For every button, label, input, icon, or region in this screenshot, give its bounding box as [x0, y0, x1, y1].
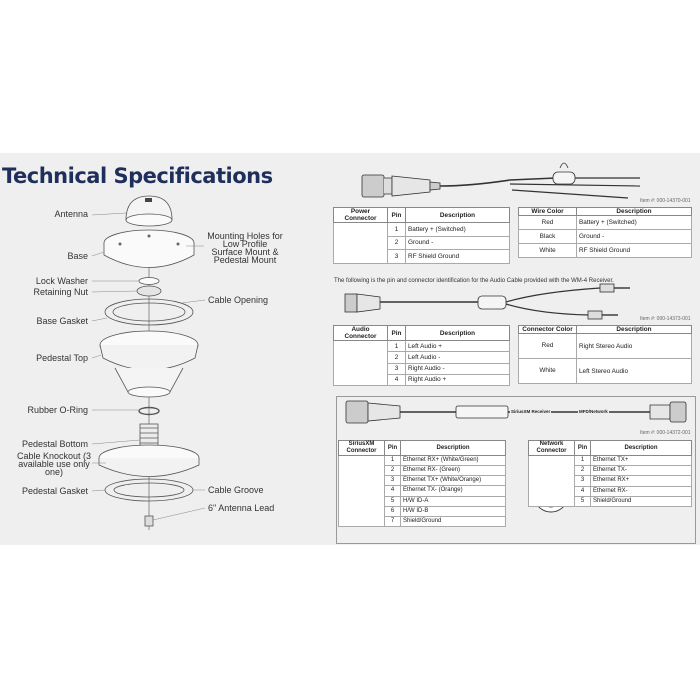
header-pin: Pin — [575, 441, 591, 456]
header-description: Description — [401, 441, 506, 456]
wire-color-cell: Red — [519, 216, 577, 230]
description-cell: Ethernet TX- — [591, 466, 692, 476]
network-connector-image-cell — [529, 456, 575, 507]
power-connector-image-cell — [334, 223, 388, 264]
siriusxm-connector-table — [338, 440, 506, 527]
page-title: Technical Specifications — [2, 164, 273, 188]
wire-color-cell: White — [519, 244, 577, 258]
pin-cell: 1 — [385, 456, 401, 466]
header-audio-connector: Audio Connector — [334, 326, 388, 341]
description-cell: Ethernet TX- (Orange) — [401, 486, 506, 496]
table-row — [339, 456, 506, 466]
description-cell: Ethernet RX+ (White/Green) — [401, 456, 506, 466]
header-pin: Pin — [385, 441, 401, 456]
label-cable-groove: Cable Groove — [208, 485, 264, 495]
base-side — [104, 243, 194, 268]
antenna-logo — [145, 198, 152, 202]
header-pin: Pin — [388, 208, 406, 223]
label-pedestal-top: Pedestal Top — [36, 353, 88, 363]
pin-cell: 2 — [385, 466, 401, 476]
pin-cell: 6 — [385, 506, 401, 516]
description-cell: Ground - — [577, 230, 692, 244]
description-cell: Ethernet RX- (Green) — [401, 466, 506, 476]
table-row — [334, 223, 510, 237]
table-row — [519, 334, 692, 359]
header-description: Description — [577, 326, 692, 334]
pin-cell: 3 — [388, 363, 406, 374]
label-rubber-o-ring: Rubber O-Ring — [27, 405, 88, 415]
pin-cell: 3 — [385, 476, 401, 486]
description-cell: Left Audio - — [406, 352, 510, 363]
label-mfd-network: MFD/Network — [579, 409, 608, 414]
connector-color-table — [518, 325, 692, 384]
header-power-connector: Power Connector — [334, 208, 388, 223]
siriusxm-connector-image-cell — [339, 456, 385, 527]
label-pedestal-bottom: Pedestal Bottom — [21, 439, 88, 449]
label-mounting-holes: Mounting Holes for Low Profile Surface Mount & Pedestal Mount — [207, 231, 283, 265]
description-cell: Ethernet TX+ — [591, 456, 692, 466]
retaining-nut — [137, 286, 161, 296]
label-cable-knockout: Cable Knockout (3 available use only one) — [16, 451, 92, 477]
pin-cell: 7 — [385, 516, 401, 526]
description-cell: Battery + (Switched) — [406, 223, 510, 237]
label-base: Base — [67, 251, 88, 261]
label-cable-opening: Cable Opening — [208, 295, 269, 305]
description-cell: RF Shield Ground — [406, 250, 510, 264]
label-siriusxm-receiver: SiriusXM Receiver — [511, 409, 551, 414]
label-lock-washer: Lock Washer — [35, 276, 88, 286]
label-antenna: Antenna — [54, 209, 88, 219]
pin-cell: 5 — [385, 496, 401, 506]
pin-cell: 2 — [575, 466, 591, 476]
label-pedestal-gasket: Pedestal Gasket — [21, 486, 88, 496]
table-row — [519, 216, 692, 230]
description-cell: Battery + (Switched) — [577, 216, 692, 230]
pin-cell: 5 — [575, 496, 591, 506]
description-cell: Ethernet RX- — [591, 486, 692, 496]
antenna-rim — [126, 214, 172, 226]
description-cell: Right Audio - — [406, 363, 510, 374]
header-siriusxm-connector: SiriusXM Connector — [339, 441, 385, 456]
pin-cell: 1 — [388, 341, 406, 352]
power-connector-table — [333, 207, 510, 264]
audio-connector-table — [333, 325, 510, 386]
pin-cell: 1 — [575, 456, 591, 466]
description-cell: Ethernet TX+ (White/Orange) — [401, 476, 506, 486]
table-row — [519, 359, 692, 384]
description-cell: Left Audio + — [406, 341, 510, 352]
header-description: Description — [577, 208, 692, 216]
description-cell: Shield/Ground — [591, 496, 692, 506]
description-cell: Right Stereo Audio — [577, 334, 692, 359]
table-row — [529, 456, 692, 466]
description-cell: RF Shield Ground — [577, 244, 692, 258]
power-item-number: Item #: 000-14370-001 — [640, 198, 691, 204]
label-antenna-lead: 6" Antenna Lead — [208, 503, 275, 513]
description-cell: Ethernet RX+ — [591, 476, 692, 486]
lock-washer — [139, 278, 159, 285]
header-description: Description — [406, 326, 510, 341]
antenna-lead-connector — [145, 516, 153, 526]
pin-cell: 4 — [385, 486, 401, 496]
pin-cell: 3 — [388, 250, 406, 264]
header-pin: Pin — [388, 326, 406, 341]
description-cell: Right Audio + — [406, 374, 510, 385]
header-description: Description — [591, 441, 692, 456]
connector-color-cell: White — [519, 359, 577, 384]
table-row — [519, 230, 692, 244]
audio-item-number: Item #: 000-14373-001 — [640, 316, 691, 322]
header-description: Description — [406, 208, 510, 223]
pin-cell: 4 — [575, 486, 591, 496]
audio-note: The following is the pin and connector identification for the Audio Cable provided with the WM-4 Receiver. — [334, 278, 614, 284]
pin-cell: 3 — [575, 476, 591, 486]
description-cell: H/W ID-B — [401, 506, 506, 516]
description-cell: Left Stereo Audio — [577, 359, 692, 384]
audio-cable-drawing — [345, 284, 630, 319]
audio-connector-image-cell — [334, 341, 388, 386]
header-network-connector: Network Connector — [529, 441, 575, 456]
wire-color-cell: Black — [519, 230, 577, 244]
pin-cell: 2 — [388, 236, 406, 250]
pin-cell: 4 — [388, 374, 406, 385]
power-cable-drawing — [362, 163, 640, 198]
label-retaining-nut: Retaining Nut — [33, 287, 88, 297]
pin-cell: 2 — [388, 352, 406, 363]
label-base-gasket: Base Gasket — [36, 316, 88, 326]
description-cell: H/W ID-A — [401, 496, 506, 506]
table-row — [519, 244, 692, 258]
header-wire-color: Wire Color — [519, 208, 577, 216]
description-cell: Ground - — [406, 236, 510, 250]
network-item-number: Item #: 000-14372-001 — [640, 430, 691, 436]
table-row — [334, 341, 510, 352]
network-connector-table — [528, 440, 692, 507]
wire-color-table — [518, 207, 692, 258]
pin-cell: 1 — [388, 223, 406, 237]
description-cell: Shield/Ground — [401, 516, 506, 526]
connector-color-cell: Red — [519, 334, 577, 359]
header-connector-color: Connector Color — [519, 326, 577, 334]
